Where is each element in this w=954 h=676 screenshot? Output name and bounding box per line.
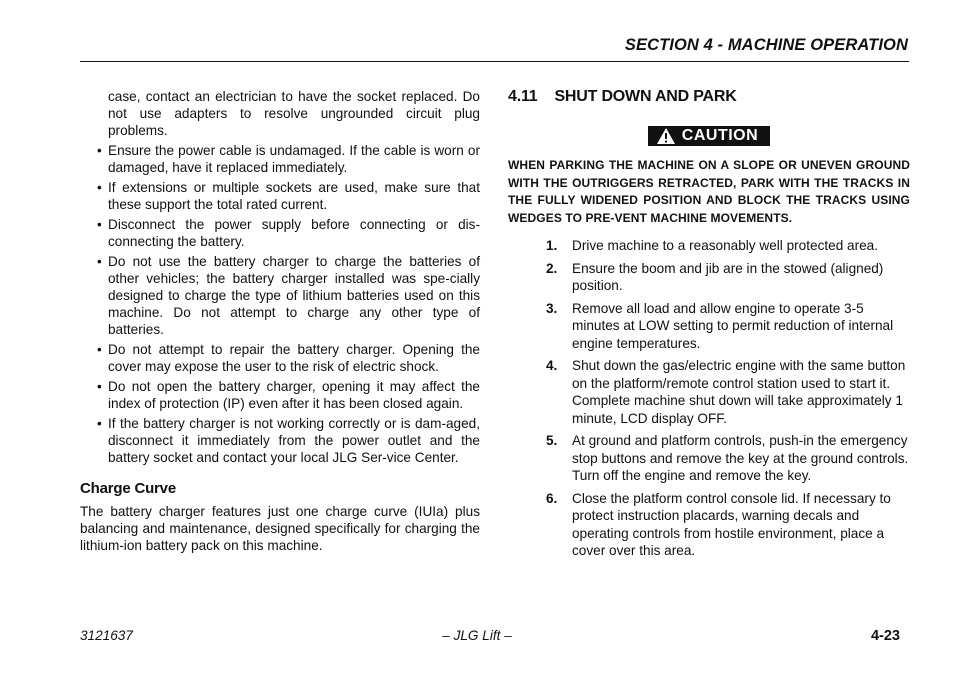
bullet-item: • Do not attempt to repair the battery charger. Opening the cover may expose the user to the risk of electric shock.: [80, 341, 480, 375]
section-heading: 4.11 SHUT DOWN AND PARK: [508, 88, 737, 105]
step-number: 2.: [546, 260, 558, 276]
section-header: SECTION 4 - MACHINE OPERATION: [624, 36, 908, 54]
step-item: [508, 490, 910, 560]
continued-text: case, contact an electrician to have the socket replaced. Do not use adapters to resolve ungrounded circuit plug problems.: [108, 89, 480, 138]
step-text: Drive machine to a reasonably well protected area.: [572, 238, 879, 254]
bullet-item: • Do not use the battery charger to charge the batteries of other vehicles; the battery charger installed was spe-cially designed to charge the type of lithium batteries used on this machine. Do not attempt to charge any other type of batteries.: [80, 253, 480, 338]
step-number: 3.: [546, 300, 558, 316]
caution-text: WHEN PARKING THE MACHINE ON A SLOPE OR UNEVEN GROUND WITH THE OUTRIGGERS RETRACTED, PARK WITH THE TRACKS IN THE FULLY WIDENED POSITION AND BLOCK THE TRACKS USING WEDGES TO PRE-VENT MACHINE MOVEMENTS.: [508, 158, 910, 225]
step-number: 4.: [546, 358, 558, 374]
bullet-item: • If extensions or multiple sockets are used, make sure that these support the total rated current.: [80, 179, 480, 213]
step-text: Ensure the boom and jib are in the stowed (aligned) position.: [572, 260, 884, 294]
step-text: At ground and platform controls, push-in the emergency stop buttons and remove the key at the ground controls. Turn off the engine and remove the key.: [572, 433, 909, 484]
step-text: Shut down the gas/electric engine with the same button on the platform/remote control station used to start it. Complete machine shut down will take approximately 1 minute, LCD display OFF.: [572, 358, 906, 426]
bullet-item: • Disconnect the power supply before connecting or dis-connecting the battery.: [80, 216, 480, 250]
caution-label: CAUTION: [681, 126, 759, 144]
step-item: [508, 300, 910, 353]
step-number: 5.: [546, 433, 558, 449]
bullet-item: • Do not open the battery charger, opening it may affect the index of protection (IP) even after it has been closed again.: [80, 378, 480, 412]
footer-doc-number: 3121637: [80, 628, 133, 643]
shutdown-steps-list: [508, 237, 910, 560]
caution-badge: [648, 126, 770, 146]
step-number: 1.: [546, 238, 558, 254]
step-number: 6.: [546, 490, 558, 506]
bullet-item: • If the battery charger is not working correctly or is dam-aged, disconnect it immediately from the power outlet and the battery socket and contact your local JLG Ser-vice Center.: [80, 415, 480, 466]
step-item: [508, 260, 910, 295]
step-text: Close the platform control console lid. If necessary to protect instruction placards, warning decals and operating controls from hostile environment, place a cover over this area.: [572, 490, 891, 559]
bullet-item: • Ensure the power cable is undamaged. If the cable is worn or damaged, have it replaced immediately.: [80, 142, 480, 176]
step-item: [508, 432, 910, 485]
caution-banner: [508, 126, 910, 150]
left-column: [80, 88, 480, 554]
step-item: [508, 237, 910, 255]
charge-curve-paragraph: The battery charger features just one charge curve (IUIa) plus balancing and maintenance, designed specifically for charging the lithium-ion battery pack on this machine.: [80, 504, 480, 553]
right-column: [508, 88, 910, 565]
step-item: [508, 357, 910, 427]
header-divider: [80, 61, 909, 62]
step-text: Remove all load and allow engine to operate 3-5 minutes at LOW setting to permit reduction of internal engine temperatures.: [572, 300, 894, 351]
footer-publisher: – JLG Lift –: [442, 628, 512, 643]
footer-page-number: 4-23: [870, 628, 900, 644]
warning-triangle-icon: [656, 127, 676, 145]
charge-curve-heading: Charge Curve: [80, 480, 176, 497]
safety-bullet-list: [80, 142, 480, 466]
